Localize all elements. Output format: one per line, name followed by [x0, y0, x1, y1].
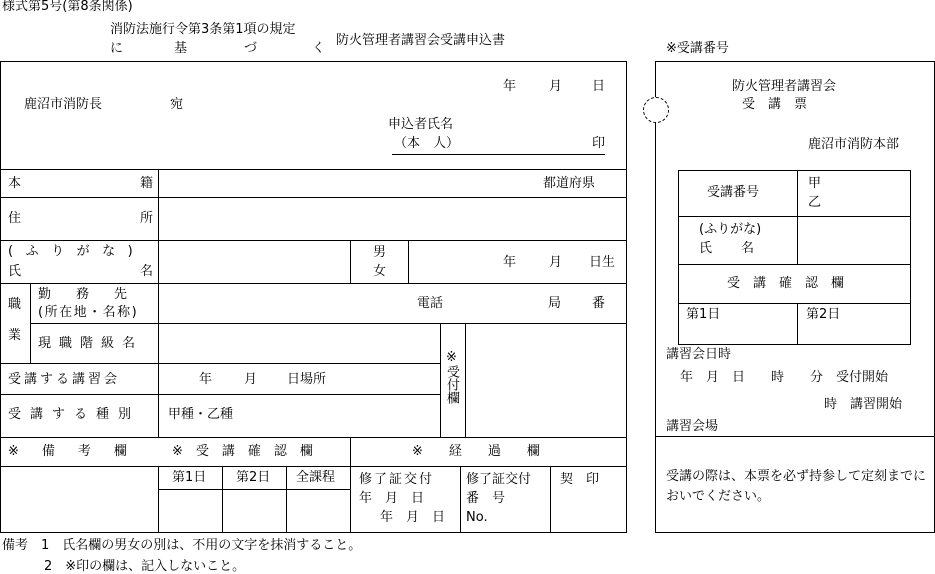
footer-note-2: 2 ※印の欄は、記入しないこと。 [44, 559, 246, 574]
name-label-a: 氏 [8, 264, 22, 279]
honseki-label-a: 本 [8, 176, 22, 191]
ticket-confirm-label: 受 講 確 認 欄 [727, 276, 845, 291]
cert-no-label: No. [466, 510, 488, 525]
name-label-b: 名 [140, 264, 154, 279]
address-label-a: 住 [8, 211, 22, 226]
furigana-label: (ふりがな) [8, 244, 146, 259]
form-number: 様式第5号(第8条関係) [2, 0, 133, 14]
job-grade-field[interactable] [164, 334, 434, 352]
type-label: 受講する種別 [8, 407, 141, 422]
ticket-notice: 受講の際は、本票を必ず持参して定刻までにおいでください。 [666, 469, 927, 504]
ticket-title-line1: 防火管理者講習会 [732, 79, 837, 94]
birth-month-label: 月 [549, 255, 563, 270]
female-option[interactable]: 女 [373, 264, 387, 279]
ticket-otsu: 乙 [808, 195, 822, 210]
date-day-label: 日 [592, 79, 606, 94]
footer-note-1: 備考 1 氏名欄の男女の別は、不用の文字を抹消すること。 [2, 538, 362, 553]
ticket-kou: 甲 [808, 176, 822, 191]
phone-label: 電話 [417, 296, 444, 311]
date-month-label: 月 [549, 79, 563, 94]
ticket-day1: 第1日 [686, 307, 721, 322]
birth-day-label: 日生 [589, 255, 616, 270]
course-label: 受講する講習会 [8, 372, 121, 387]
ticket-issuer: 鹿沼市消防本部 [808, 137, 900, 152]
cert-issue-label: 修了証交付 [359, 472, 435, 487]
ticket-number-label: ※受講番号 [666, 41, 729, 56]
punch-hole [643, 97, 669, 123]
seal-label: 契 印 [560, 472, 600, 487]
reception-column-label: ※受付欄 [444, 350, 459, 404]
ticket-title-line2: 受 講 票 [742, 97, 808, 112]
addressee: 鹿沼市消防長 [24, 97, 103, 112]
law-reference-line2 [110, 41, 326, 56]
progress-label: ※ 経 過 欄 [412, 444, 540, 459]
course-day-place-label: 日場所 [287, 372, 327, 387]
ticket-datetime-label: 講習会日時 [666, 347, 732, 362]
confirm-label: ※ 受 講 確 認 欄 [172, 444, 313, 459]
address-label-b: 所 [140, 211, 154, 226]
job-grade-label: 現職階級名 [38, 336, 144, 351]
course-year-label: 年 [199, 372, 213, 387]
law-char: に [110, 41, 124, 56]
ticket-furigana: (ふりがな) [699, 222, 762, 237]
applicant-name-label: 申込者氏名 [388, 117, 454, 132]
type-value[interactable]: 甲種・乙種 [168, 407, 234, 422]
workplace-sublabel: (所在地・名称) [38, 305, 139, 320]
birth-year-label: 年 [503, 255, 517, 270]
ticket-datetime-line: 年 月 日 時 分 受付開始 [680, 370, 889, 385]
prefecture-label: 都道府県 [543, 176, 596, 191]
cert-issue-date2: 年 月 日 [380, 510, 446, 525]
day2-label: 第2日 [236, 470, 271, 485]
occupation-label-b: 業 [8, 328, 22, 343]
form-title: 防火管理者講習会受講申込書 [336, 33, 506, 48]
name-field[interactable] [164, 254, 344, 272]
honseki-label-b: 籍 [140, 176, 154, 191]
date-year-label: 年 [503, 79, 517, 94]
remarks-label: ※ 備 考 欄 [8, 444, 132, 459]
applicant-name-field[interactable] [470, 134, 585, 152]
all-course-label: 全課程 [296, 470, 336, 485]
workplace-label: 勤務先 [38, 287, 153, 302]
law-char: づ [244, 41, 258, 56]
number-label: 番 [592, 296, 606, 311]
cert-number-sublabel: 番 号 [466, 491, 506, 506]
law-char: 基 [174, 41, 188, 56]
exchange-label: 局 [548, 296, 562, 311]
male-option[interactable]: 男 [373, 245, 387, 260]
cert-number-label: 修了証交付 [466, 472, 532, 487]
workplace-field[interactable] [164, 294, 409, 312]
addressee-suffix: 宛 [170, 97, 184, 112]
seal-mark: 印 [592, 136, 606, 151]
ticket-day2: 第2日 [806, 307, 841, 322]
occupation-label-a: 職 [8, 297, 22, 312]
ticket-start-line: 時 講習開始 [824, 397, 903, 412]
cert-issue-date1: 年 月 日 [359, 491, 425, 506]
ticket-venue-label: 講習会場 [666, 419, 719, 434]
honseki-field[interactable] [164, 174, 534, 192]
course-month-label: 月 [244, 372, 258, 387]
applicant-self-label: （本 人） [394, 136, 460, 151]
ticket-num-label: 受講番号 [707, 185, 760, 200]
ticket-name-label: 氏 名 [699, 241, 763, 256]
law-reference-line1: 消防法施行令第3条第1項の規定 [110, 22, 296, 37]
law-char: く [312, 41, 326, 56]
day1-label: 第1日 [172, 470, 207, 485]
address-field[interactable] [164, 209, 619, 227]
